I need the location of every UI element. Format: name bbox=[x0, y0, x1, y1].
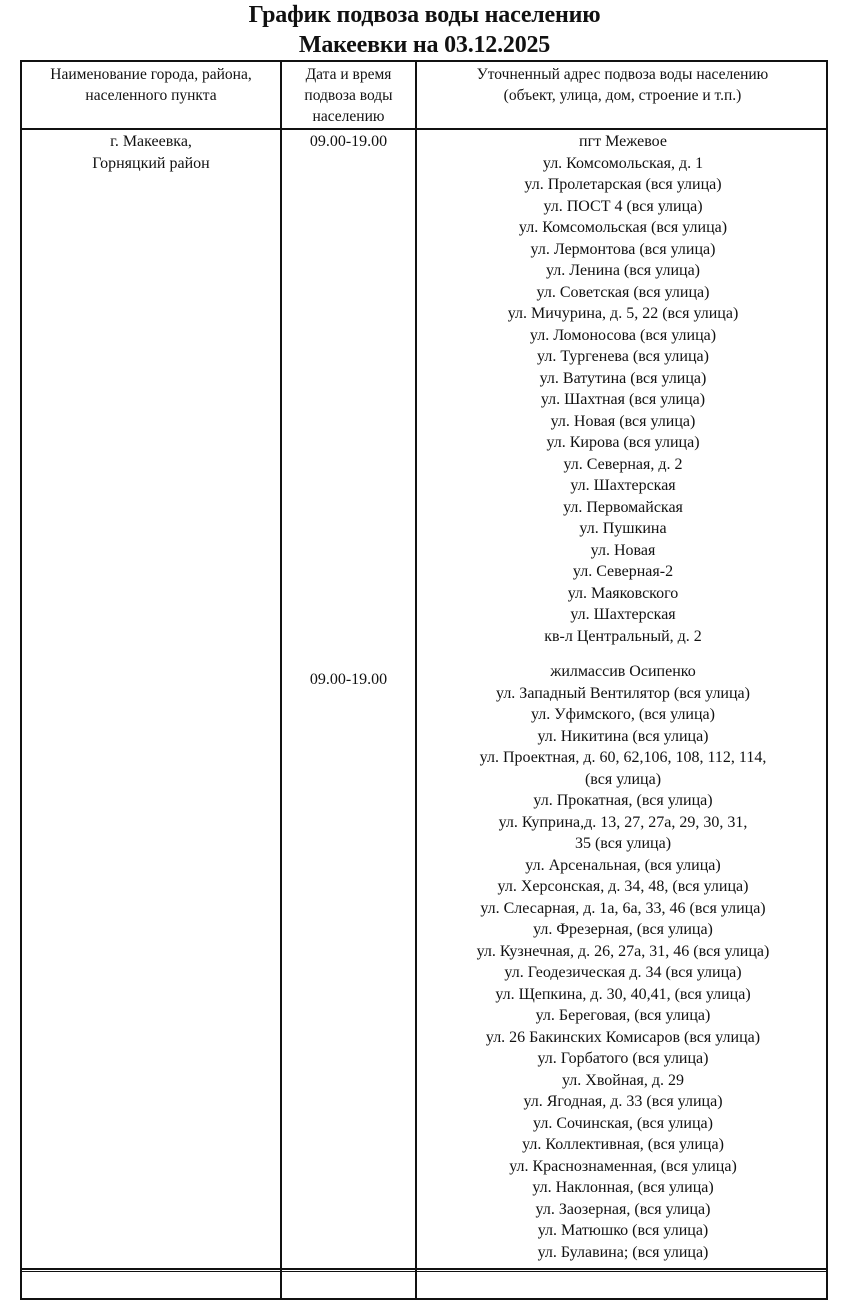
address-line: ул. Шахтерская bbox=[570, 606, 676, 623]
address-line: ул. Куприна,д. 13, 27, 27а, 29, 30, 31, bbox=[498, 813, 748, 831]
header-divider bbox=[20, 128, 828, 130]
address-line: ул. Северная-2 bbox=[572, 563, 674, 580]
address-line: ул. Западный Вентилятор (вся улица) bbox=[496, 684, 750, 702]
address-line: ул. Никитина (вся улица) bbox=[537, 727, 709, 745]
header-datetime bbox=[282, 64, 415, 127]
address-line: ул. Коллективная, (вся улица) bbox=[522, 1136, 724, 1153]
address-line: ул. Слесарная, д. 1а, 6а, 33, 46 (вся улица) bbox=[480, 899, 766, 917]
address-line: ул. Наклонная, (вся улица) bbox=[532, 1179, 714, 1196]
header-datetime-line: Дата и время bbox=[305, 66, 392, 83]
address-line: ул. Кирова (вся улица) bbox=[546, 434, 700, 451]
group-spacer bbox=[418, 647, 828, 661]
header-address bbox=[417, 64, 828, 106]
address-line: ул. Хвойная, д. 29 bbox=[561, 1071, 684, 1089]
address-line: пгт Межевое bbox=[579, 133, 667, 150]
address-line: 35 (вся улица) bbox=[574, 835, 672, 852]
header-address-line: (объект, улица, дом, строение и т.п.) bbox=[503, 87, 742, 104]
address-line: ул. Матюшко (вся улица) bbox=[537, 1222, 709, 1239]
locality-line: г. Макеевка, bbox=[110, 133, 192, 150]
address-line: кв-л Центральный, д. 2 bbox=[544, 627, 702, 645]
address-line: ул. Маяковского bbox=[567, 584, 679, 602]
address-line: ул. Шахтная (вся улица) bbox=[540, 391, 706, 408]
address-line: ул. Комсомольская (вся улица) bbox=[518, 219, 728, 236]
address-line: ул. Кузнечная, д. 26, 27а, 31, 46 (вся улица) bbox=[476, 942, 770, 960]
address-line: ул. Мичурина, д. 5, 22 (вся улица) bbox=[507, 305, 739, 322]
address-line: ул. Щепкина, д. 30, 40,41, (вся улица) bbox=[495, 985, 751, 1003]
address-line: ул. Ленина (вся улица) bbox=[546, 262, 700, 279]
address-line: ул. Ватутина (вся улица) bbox=[539, 369, 707, 387]
address-line: ул. Ломоносова (вся улица) bbox=[529, 326, 717, 344]
address-line: ул. Пушкина bbox=[579, 520, 667, 537]
next-row-partial-locality bbox=[22, 1272, 280, 1280]
address-line: ул. Горбатого (вся улица) bbox=[537, 1050, 709, 1067]
address-line: ул. Комсомольская, д. 1 bbox=[542, 154, 704, 172]
header-address-line: Уточненный адрес подвоза воды населению bbox=[476, 66, 769, 83]
header-datetime-line: подвоза воды bbox=[304, 87, 393, 104]
header-locality-line: населенного пункта bbox=[85, 87, 217, 104]
address-line: ул. Заозерная, (вся улица) bbox=[535, 1200, 711, 1218]
delivery-time-1: 09.00-19.00 bbox=[309, 133, 388, 150]
address-line: ул. Советская (вся улица) bbox=[536, 283, 710, 301]
column-divider-2 bbox=[415, 60, 417, 1300]
address-line: ул. Шахтерская bbox=[570, 477, 676, 494]
address-line: ул. Херсонская, д. 34, 48, (вся улица) bbox=[497, 878, 749, 895]
header-locality-line: Наименование города, района, bbox=[50, 66, 252, 83]
address-line: ул. Новая bbox=[590, 541, 656, 559]
address-line: ул. Первомайская bbox=[563, 498, 683, 516]
address-line: ул. Уфимского, (вся улица) bbox=[531, 706, 715, 723]
page-title-line-1: График подвоза воды населению bbox=[248, 2, 601, 28]
address-line: ул. ПОСТ 4 (вся улица) bbox=[543, 197, 703, 215]
address-line: ул. Тургенева (вся улица) bbox=[537, 348, 709, 365]
header-locality bbox=[22, 64, 280, 106]
locality-line: Горняцкий район bbox=[92, 154, 210, 172]
address-line: ул. Фрезерная, (вся улица) bbox=[533, 921, 713, 938]
address-line: ул. Пролетарская (вся улица) bbox=[524, 176, 722, 193]
delivery-time-2: 09.00-19.00 bbox=[309, 671, 388, 688]
address-line: ул. Ягодная, д. 33 (вся улица) bbox=[523, 1093, 723, 1110]
address-list bbox=[418, 131, 828, 1263]
page-title-line-2: Макеевки на 03.12.2025 bbox=[298, 32, 551, 58]
address-line: ул. Сочинская, (вся улица) bbox=[533, 1114, 713, 1132]
address-line: ул. 26 Бакинских Комисаров (вся улица) bbox=[485, 1028, 761, 1046]
address-line: ул. Геодезическая д. 34 (вся улица) bbox=[504, 964, 742, 981]
address-line: ул. Северная, д. 2 bbox=[563, 455, 683, 473]
address-line: ул. Прокатная, (вся улица) bbox=[533, 792, 713, 809]
address-line: ул. Проектная, д. 60, 62,106, 108, 112, 114, bbox=[479, 749, 767, 766]
row-divider bbox=[20, 1268, 828, 1270]
address-line: жилмассив Осипенко bbox=[550, 663, 696, 680]
address-line: ул. Лермонтова (вся улица) bbox=[530, 240, 716, 258]
address-line: ул. Новая (вся улица) bbox=[550, 412, 696, 430]
row-locality bbox=[22, 131, 280, 174]
address-line: ул. Береговая, (вся улица) bbox=[535, 1007, 711, 1024]
address-line: ул. Краснознаменная, (вся улица) bbox=[509, 1157, 737, 1175]
address-line: ул. Арсенальная, (вся улица) bbox=[525, 856, 721, 874]
address-line: ул. Булавина; (вся улица) bbox=[537, 1243, 709, 1261]
address-line: (вся улица) bbox=[584, 770, 662, 788]
header-datetime-line: населению bbox=[312, 108, 385, 125]
